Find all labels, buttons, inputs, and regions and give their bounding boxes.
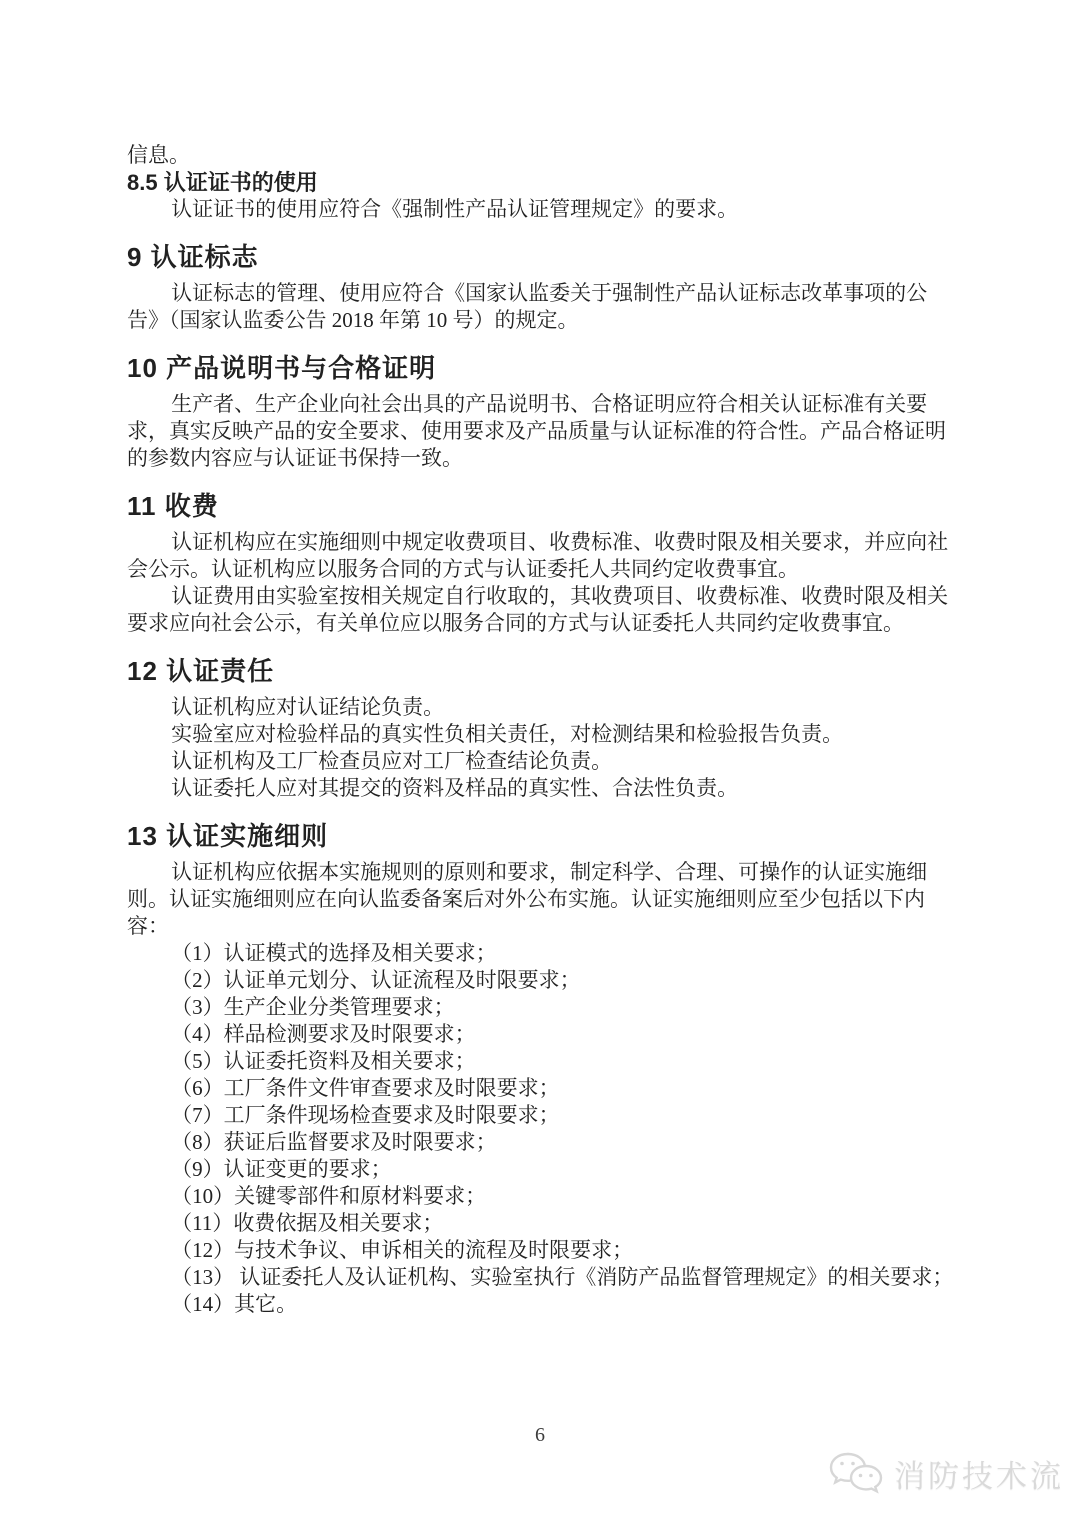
paragraph-11-2: 认证费用由实验室按相关规定自行收取的，其收费项目、收费标准、收费时限及相关要求应向社会公示，有关单位应以服务合同的方式与认证委托人共同约定收费事宜。	[127, 584, 949, 635]
section-heading-13: 13 认证实施细则	[127, 821, 329, 851]
paragraph-13: 认证机构应依据本实施规则的原则和要求，制定科学、合理、可操作的认证实施细则。认证实施细则应在向认监委备案后对外公布实施。认证实施细则应至少包括以下内容：	[127, 860, 928, 938]
watermark	[828, 1450, 1064, 1496]
list-item: （2）认证单元划分、认证流程及时限要求；	[171, 968, 581, 992]
list-item: （9）认证变更的要求；	[171, 1157, 392, 1181]
responsibility-line: 认证委托人应对其提交的资料及样品的真实性、合法性负责。	[171, 776, 739, 800]
implementation-rules-list	[127, 940, 957, 1318]
paragraph-11-1: 认证机构应在实施细则中规定收费项目、收费标准、收费时限及相关要求，并应向社会公示。认证机构应以服务合同的方式与认证委托人共同约定收费事宜。	[127, 530, 949, 581]
list-item: （1）认证模式的选择及相关要求；	[171, 941, 497, 965]
paragraph-9: 认证标志的管理、使用应符合《国家认监委关于强制性产品认证标志改革事项的公告》（国家认监委公告 2018 年第 10 号）的规定。	[127, 281, 928, 332]
page-number: 6	[535, 1424, 545, 1446]
section-heading-11: 11 收费	[127, 491, 219, 521]
list-item: （4）样品检测要求及时限要求；	[171, 1022, 476, 1046]
list-item: （12）与技术争议、申诉相关的流程及时限要求；	[171, 1238, 634, 1262]
paragraph-10: 生产者、生产企业向社会出具的产品说明书、合格证明应符合相关认证标准有关要求，真实反映产品的安全要求、使用要求及产品质量与认证标准的符合性。产品合格证明的参数内容应与认证证书保持一致。	[127, 392, 946, 470]
list-item: （6）工厂条件文件审查要求及时限要求；	[171, 1076, 560, 1100]
section-heading-9: 9 认证标志	[127, 242, 259, 272]
continuation-line: 信息。	[127, 143, 190, 167]
subsection-heading-8-5: 8.5 认证证书的使用	[127, 170, 318, 195]
responsibility-line: 实验室应对检验样品的真实性负相关责任，对检测结果和检验报告负责。	[171, 722, 844, 746]
list-item: （14）其它。	[171, 1292, 298, 1316]
responsibility-line: 认证机构应对认证结论负责。	[171, 695, 445, 719]
responsibility-line: 认证机构及工厂检查员应对工厂检查结论负责。	[171, 749, 613, 773]
list-item: （8）获证后监督要求及时限要求；	[171, 1130, 497, 1154]
paragraph-8-5: 认证证书的使用应符合《强制性产品认证管理规定》的要求。	[171, 197, 739, 221]
section-heading-12: 12 认证责任	[127, 656, 275, 686]
section-heading-10: 10 产品说明书与合格证明	[127, 353, 437, 383]
list-item: （13） 认证委托人及认证机构、实验室执行《消防产品监督管理规定》的相关要求；	[171, 1265, 954, 1289]
list-item: （3）生产企业分类管理要求；	[171, 995, 455, 1019]
wechat-icon	[828, 1450, 884, 1496]
list-item: （5）认证委托资料及相关要求；	[171, 1049, 476, 1073]
list-item: （11）收费依据及相关要求；	[171, 1211, 444, 1235]
list-item: （7）工厂条件现场检查要求及时限要求；	[171, 1103, 560, 1127]
watermark-text: 消防技术流	[894, 1458, 1064, 1494]
list-item: （10）关键零部件和原材料要求；	[171, 1184, 487, 1208]
